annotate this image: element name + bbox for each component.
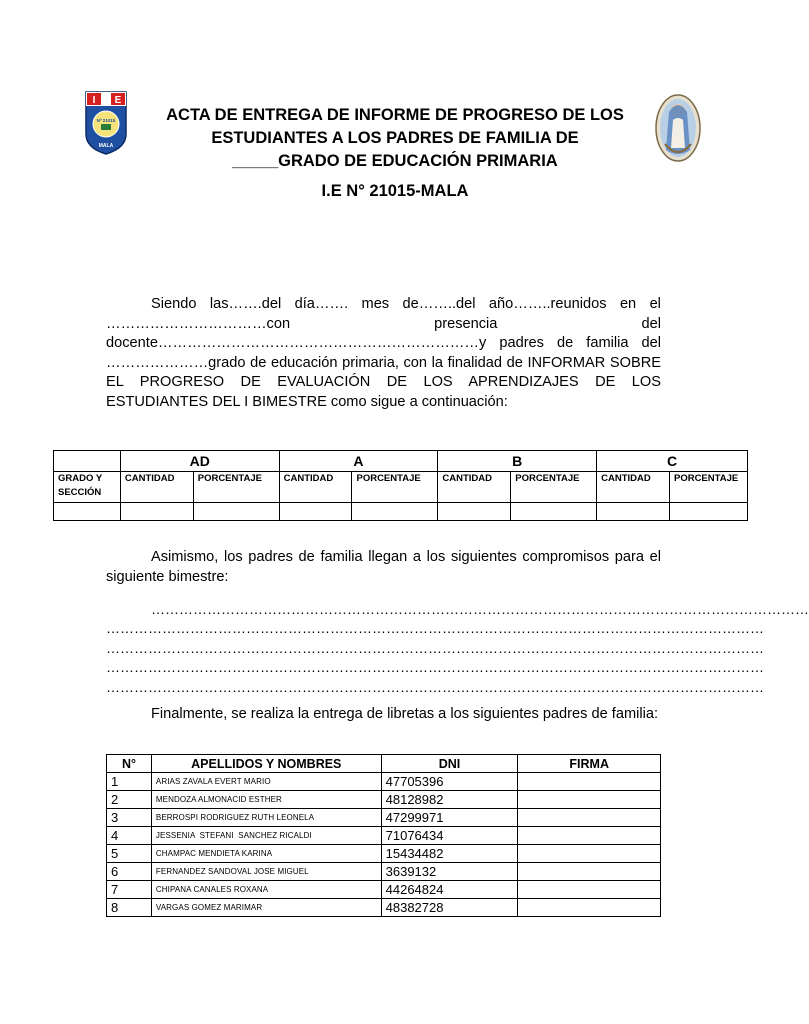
row-number: 8	[107, 899, 152, 917]
level-c-header: C	[597, 451, 748, 472]
grades-cell[interactable]	[352, 503, 438, 521]
table-row	[107, 791, 661, 809]
table-row	[107, 827, 661, 845]
commitments-text: Asimismo, los padres de familia llegan a los siguientes compromisos para el siguiente bimestre:	[106, 549, 661, 585]
emblem-letter-e: E	[114, 95, 122, 106]
porcentaje-header: PORCENTAJE	[669, 472, 747, 503]
cantidad-header: CANTIDAD	[597, 472, 670, 503]
intro-word: docente…………………………………………………………y	[106, 335, 487, 351]
intro-word: día…….	[294, 296, 349, 312]
parent-dni: 71076434	[381, 827, 518, 845]
table-row	[107, 773, 661, 791]
dotted-line: ……………………………………………………………………………………………………………………………	[106, 678, 764, 695]
row-number: 4	[107, 827, 152, 845]
emblem-letter-i: I	[92, 95, 96, 106]
intro-word: el	[649, 296, 661, 312]
grades-cell[interactable]	[438, 503, 511, 521]
intro-word: presencia	[434, 315, 498, 332]
grades-summary-table	[53, 450, 748, 521]
document-title	[130, 104, 660, 173]
closing-text: Finalmente, se realiza la entrega de libretas a los siguientes padres de familia:	[151, 706, 659, 722]
title-line-1: ACTA DE ENTREGA DE INFORME DE PROGRESO DE LOS	[166, 106, 624, 124]
parent-name: JESSENIA STEFANI SANCHEZ RICALDI	[151, 827, 381, 845]
intro-word: las…….del	[209, 296, 282, 312]
signature-cell[interactable]	[518, 791, 661, 809]
table-row	[107, 899, 661, 917]
row-number: 6	[107, 863, 152, 881]
row-number: 5	[107, 845, 152, 863]
dotted-line: ……………………………………………………………………………………………………………………………	[106, 659, 764, 676]
row-number: 2	[107, 791, 152, 809]
intro-line-1	[106, 295, 661, 315]
school-name: I.E N° 21015-MALA	[321, 182, 469, 200]
closing-paragraph	[106, 705, 661, 725]
grades-header-row	[54, 451, 748, 472]
signature-cell[interactable]	[518, 863, 661, 881]
porcentaje-header: PORCENTAJE	[193, 472, 279, 503]
porcentaje-header: PORCENTAJE	[352, 472, 438, 503]
parent-dni: 44264824	[381, 881, 518, 899]
title-line-3: _____GRADO DE EDUCACIÓN PRIMARIA	[232, 152, 558, 170]
grades-cell[interactable]	[193, 503, 279, 521]
emblem-seal-text: Nº 21015	[96, 118, 116, 123]
grades-cell[interactable]	[120, 503, 193, 521]
intro-word: familia	[586, 335, 629, 351]
parent-name: CHAMPAC MENDIETA KARINA	[151, 845, 381, 863]
emblem-place-text: MALA	[98, 143, 114, 149]
signature-cell[interactable]	[518, 845, 661, 863]
signature-cell[interactable]	[518, 809, 661, 827]
grades-cell[interactable]	[279, 503, 352, 521]
level-b-header: B	[438, 451, 597, 472]
parent-name: FERNANDEZ SANDOVAL JOSE MIGUEL	[151, 863, 381, 881]
intro-word: de……..del	[402, 296, 476, 312]
parent-dni: 15434482	[381, 845, 518, 863]
school-emblem-logo	[82, 90, 130, 156]
parent-name: CHIPANA CANALES ROXANA	[151, 881, 381, 899]
parent-name: ARIAS ZAVALA EVERT MARIO	[151, 773, 381, 791]
intro-word: del	[641, 335, 661, 351]
signature-header: FIRMA	[518, 755, 661, 773]
signature-cell[interactable]	[518, 827, 661, 845]
parents-header-row	[107, 755, 661, 773]
parent-dni: 48128982	[381, 791, 518, 809]
grades-cell[interactable]	[54, 503, 121, 521]
intro-rest: …………………grado de educación primaria, con la finalidad de INFORMAR SOBRE EL PROGRESO DE EVALUACIÓN DE LOS APRENDIZAJES DE LOS ESTUDIANTES DEL I BIMESTRE como sigue a continuación:	[106, 354, 661, 410]
signature-cell[interactable]	[518, 881, 661, 899]
cantidad-header: CANTIDAD	[438, 472, 511, 503]
number-header: N°	[107, 755, 152, 773]
intro-line-2	[106, 315, 661, 335]
parent-dni: 47705396	[381, 773, 518, 791]
commitments-paragraph	[106, 548, 661, 587]
row-number: 3	[107, 809, 152, 827]
parent-dni: 48382728	[381, 899, 518, 917]
intro-paragraph	[106, 295, 661, 412]
parent-dni: 47299971	[381, 809, 518, 827]
cantidad-header: CANTIDAD	[279, 472, 352, 503]
dotted-line: ……………………………………………………………………………………………………………………………	[151, 601, 809, 617]
intro-word: del	[641, 315, 661, 332]
table-row	[107, 881, 661, 899]
grades-cell[interactable]	[597, 503, 670, 521]
parent-name: MENDOZA ALMONACID ESTHER	[151, 791, 381, 809]
grades-subheader-row	[54, 472, 748, 503]
parent-dni: 3639132	[381, 863, 518, 881]
intro-word: año……..reunidos	[488, 296, 607, 312]
grades-cell[interactable]	[511, 503, 597, 521]
row-number: 7	[107, 881, 152, 899]
intro-word: padres	[499, 335, 544, 351]
grade-section-header: GRADO Y SECCIÓN	[54, 472, 121, 503]
parent-name: VARGAS GOMEZ MARIMAR	[151, 899, 381, 917]
intro-word: mes	[361, 296, 390, 312]
names-header: APELLIDOS Y NOMBRES	[151, 755, 381, 773]
table-row	[107, 863, 661, 881]
grades-entry-row	[54, 503, 748, 521]
parents-table	[106, 754, 661, 917]
intro-word: ……………………………con	[106, 315, 291, 332]
intro-word: en	[619, 296, 637, 312]
title-line-2: ESTUDIANTES A LOS PADRES DE FAMILIA DE	[211, 129, 579, 147]
level-a-header: A	[279, 451, 438, 472]
porcentaje-header: PORCENTAJE	[511, 472, 597, 503]
grades-cell[interactable]	[669, 503, 747, 521]
grades-header-blank	[54, 451, 121, 472]
dotted-line: ……………………………………………………………………………………………………………………………	[106, 620, 764, 637]
row-number: 1	[107, 773, 152, 791]
commitments-dotted-lines	[106, 600, 809, 697]
parent-name: BERROSPI RODRIGUEZ RUTH LEONELA	[151, 809, 381, 827]
level-ad-header: AD	[120, 451, 279, 472]
dotted-line: ……………………………………………………………………………………………………………………………	[106, 639, 764, 656]
intro-word: Siendo	[151, 296, 197, 312]
table-row	[107, 809, 661, 827]
dni-header: DNI	[381, 755, 518, 773]
virgin-image-logo	[655, 94, 701, 162]
intro-line-3	[106, 334, 661, 354]
table-row	[107, 845, 661, 863]
signature-cell[interactable]	[518, 773, 661, 791]
intro-word: de	[557, 335, 574, 351]
cantidad-header: CANTIDAD	[120, 472, 193, 503]
signature-cell[interactable]	[518, 899, 661, 917]
